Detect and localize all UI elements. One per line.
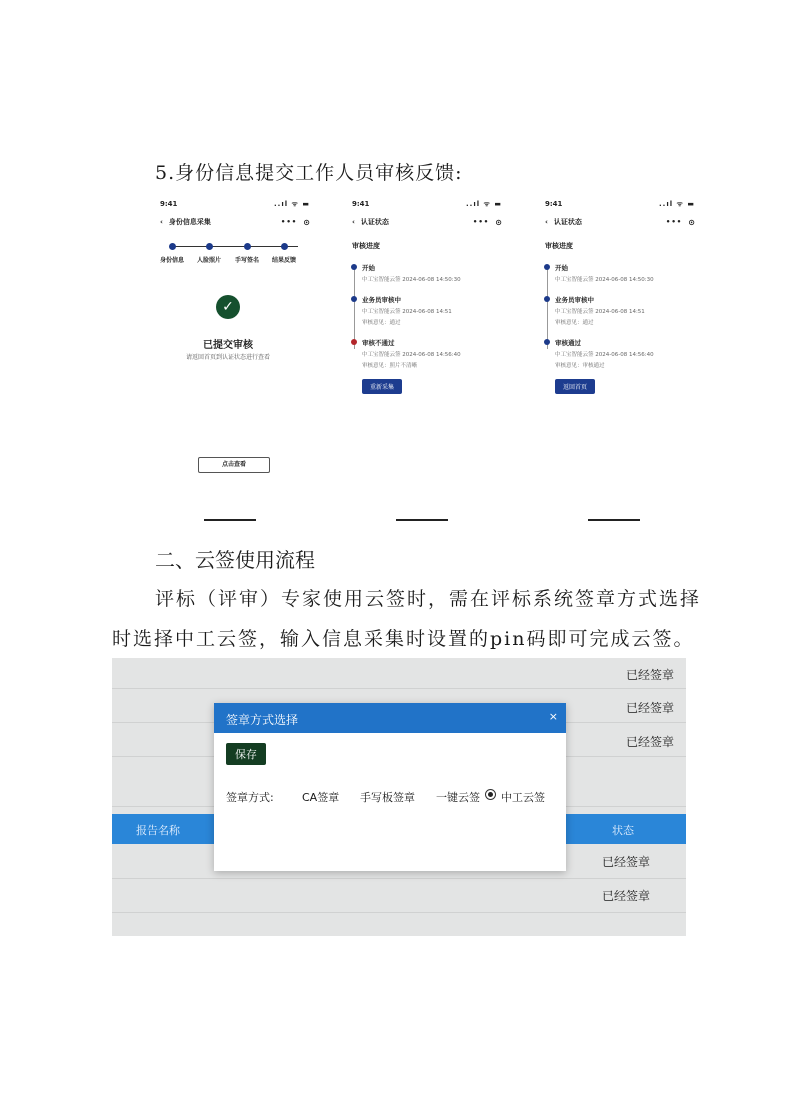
node-line: 审核意见：照片不清晰 xyxy=(362,363,418,369)
node-line: 中工宝智能云签 2024-06-08 14:51 xyxy=(555,309,645,315)
status-time: 9:41 xyxy=(160,200,178,208)
review-timeline xyxy=(352,263,502,369)
status-time: 9:41 xyxy=(545,200,563,208)
timeline-node xyxy=(362,295,502,326)
option-ca-sign[interactable]: CA签章 xyxy=(302,791,340,804)
back-icon[interactable]: ‹ xyxy=(352,218,355,226)
node-line: 中工宝智能云签 2024-06-08 14:50:30 xyxy=(362,277,461,283)
underline-divider xyxy=(588,519,640,521)
node-title: 审核不通过 xyxy=(362,339,395,347)
table-row xyxy=(112,658,686,689)
step-indicator xyxy=(160,243,310,273)
target-icon[interactable]: ⊙ xyxy=(495,217,502,227)
timeline-node xyxy=(362,338,502,369)
nav-title: 认证状态 xyxy=(553,218,582,226)
node-line: 审核意见：审核通过 xyxy=(555,363,605,369)
more-icon[interactable]: ••• xyxy=(665,218,683,226)
node-title: 开始 xyxy=(362,264,375,272)
node-line: 审核意见：通过 xyxy=(362,320,401,326)
node-title: 业务员审核中 xyxy=(555,296,594,304)
progress-title: 审核进度 xyxy=(545,242,573,250)
node-line: 中工宝智能云签 2024-06-08 14:51 xyxy=(362,309,452,315)
status-time: 9:41 xyxy=(352,200,370,208)
option-zhonggong-cloud-sign[interactable]: 中工云签 xyxy=(501,791,545,804)
check-icon: ✓ xyxy=(216,295,240,319)
node-line: 审核意见：通过 xyxy=(555,320,594,326)
view-button[interactable]: 点击查看 xyxy=(198,457,270,473)
timeline-node xyxy=(555,338,695,369)
node-title: 开始 xyxy=(555,264,568,272)
sign-method-dialog xyxy=(214,703,566,871)
node-title: 业务员审核中 xyxy=(362,296,401,304)
step-dot xyxy=(169,243,176,250)
node-line: 中工宝智能云签 2024-06-08 14:56:40 xyxy=(362,352,461,358)
review-timeline xyxy=(545,263,695,369)
step-label: 手写签名 xyxy=(234,257,259,264)
step-dot xyxy=(206,243,213,250)
timeline-node xyxy=(555,295,695,326)
section2-paragraph-line: 时选择中工云签，输入信息采集时设置的pin码即可完成云签。 xyxy=(112,628,695,650)
option-one-click-sign[interactable]: 一键云签 xyxy=(436,791,480,804)
col-status: 状态 xyxy=(612,824,634,837)
signed-status: 已经签章 xyxy=(626,735,675,749)
underline-divider xyxy=(396,519,448,521)
underline-divider xyxy=(204,519,256,521)
step-label: 结果反馈 xyxy=(271,257,296,264)
nav-title: 身份信息采集 xyxy=(168,218,211,226)
signed-status: 已经签章 xyxy=(602,889,651,903)
submitted-title: 已提交审核 xyxy=(203,340,253,351)
dialog-header xyxy=(214,703,566,733)
signed-status: 已经签章 xyxy=(626,701,675,715)
timeline-node xyxy=(362,263,502,283)
section5-title: 5.身份信息提交工作人员审核反馈: xyxy=(155,162,463,184)
target-icon[interactable]: ⊙ xyxy=(303,217,310,227)
col-report-name: 报告名称 xyxy=(136,824,180,837)
sign-method-label: 签章方式: xyxy=(226,791,274,804)
step-label: 人脸照片 xyxy=(196,257,221,264)
dialog-title: 签章方式选择 xyxy=(226,713,299,727)
section2-heading: 二、云签使用流程 xyxy=(155,548,315,572)
phone-mockup-rejected xyxy=(352,200,502,510)
return-home-button[interactable]: 返回首页 xyxy=(555,379,595,394)
progress-title: 审核进度 xyxy=(352,242,380,250)
node-line: 中工宝智能云签 2024-06-08 14:50:30 xyxy=(555,277,654,283)
step-label: 身份信息 xyxy=(159,257,184,264)
signing-screenshot xyxy=(112,658,686,936)
node-title: 审核通过 xyxy=(555,339,581,347)
phone-mockup-collect xyxy=(160,200,310,510)
back-icon[interactable]: ‹ xyxy=(160,218,163,226)
save-button[interactable]: 保存 xyxy=(226,743,266,765)
status-icons: ..ıl ᯤ ▬ xyxy=(466,200,502,208)
back-icon[interactable]: ‹ xyxy=(545,218,548,226)
section2-paragraph-line: 评标（评审）专家使用云签时，需在评标系统签章方式选择 xyxy=(155,588,702,610)
signed-status: 已经签章 xyxy=(602,855,651,869)
signed-status: 已经签章 xyxy=(626,668,675,682)
step-dot xyxy=(244,243,251,250)
more-icon[interactable]: ••• xyxy=(472,218,490,226)
node-line: 中工宝智能云签 2024-06-08 14:56:40 xyxy=(555,352,654,358)
status-icons: ..ıl ᯤ ▬ xyxy=(659,200,695,208)
timeline-node xyxy=(555,263,695,283)
phone-mockup-approved xyxy=(545,200,695,510)
more-icon[interactable]: ••• xyxy=(280,218,298,226)
target-icon[interactable]: ⊙ xyxy=(688,217,695,227)
table-row xyxy=(112,878,686,913)
step-dot xyxy=(281,243,288,250)
nav-title: 认证状态 xyxy=(360,218,389,226)
close-icon[interactable]: × xyxy=(548,710,558,723)
option-tablet-sign[interactable]: 手写板签章 xyxy=(360,791,415,804)
status-icons: ..ıl ᯤ ▬ xyxy=(274,200,310,208)
recollect-button[interactable]: 重新采集 xyxy=(362,379,402,394)
submitted-subtitle: 请返回首页到认证状态进行查看 xyxy=(185,354,270,361)
